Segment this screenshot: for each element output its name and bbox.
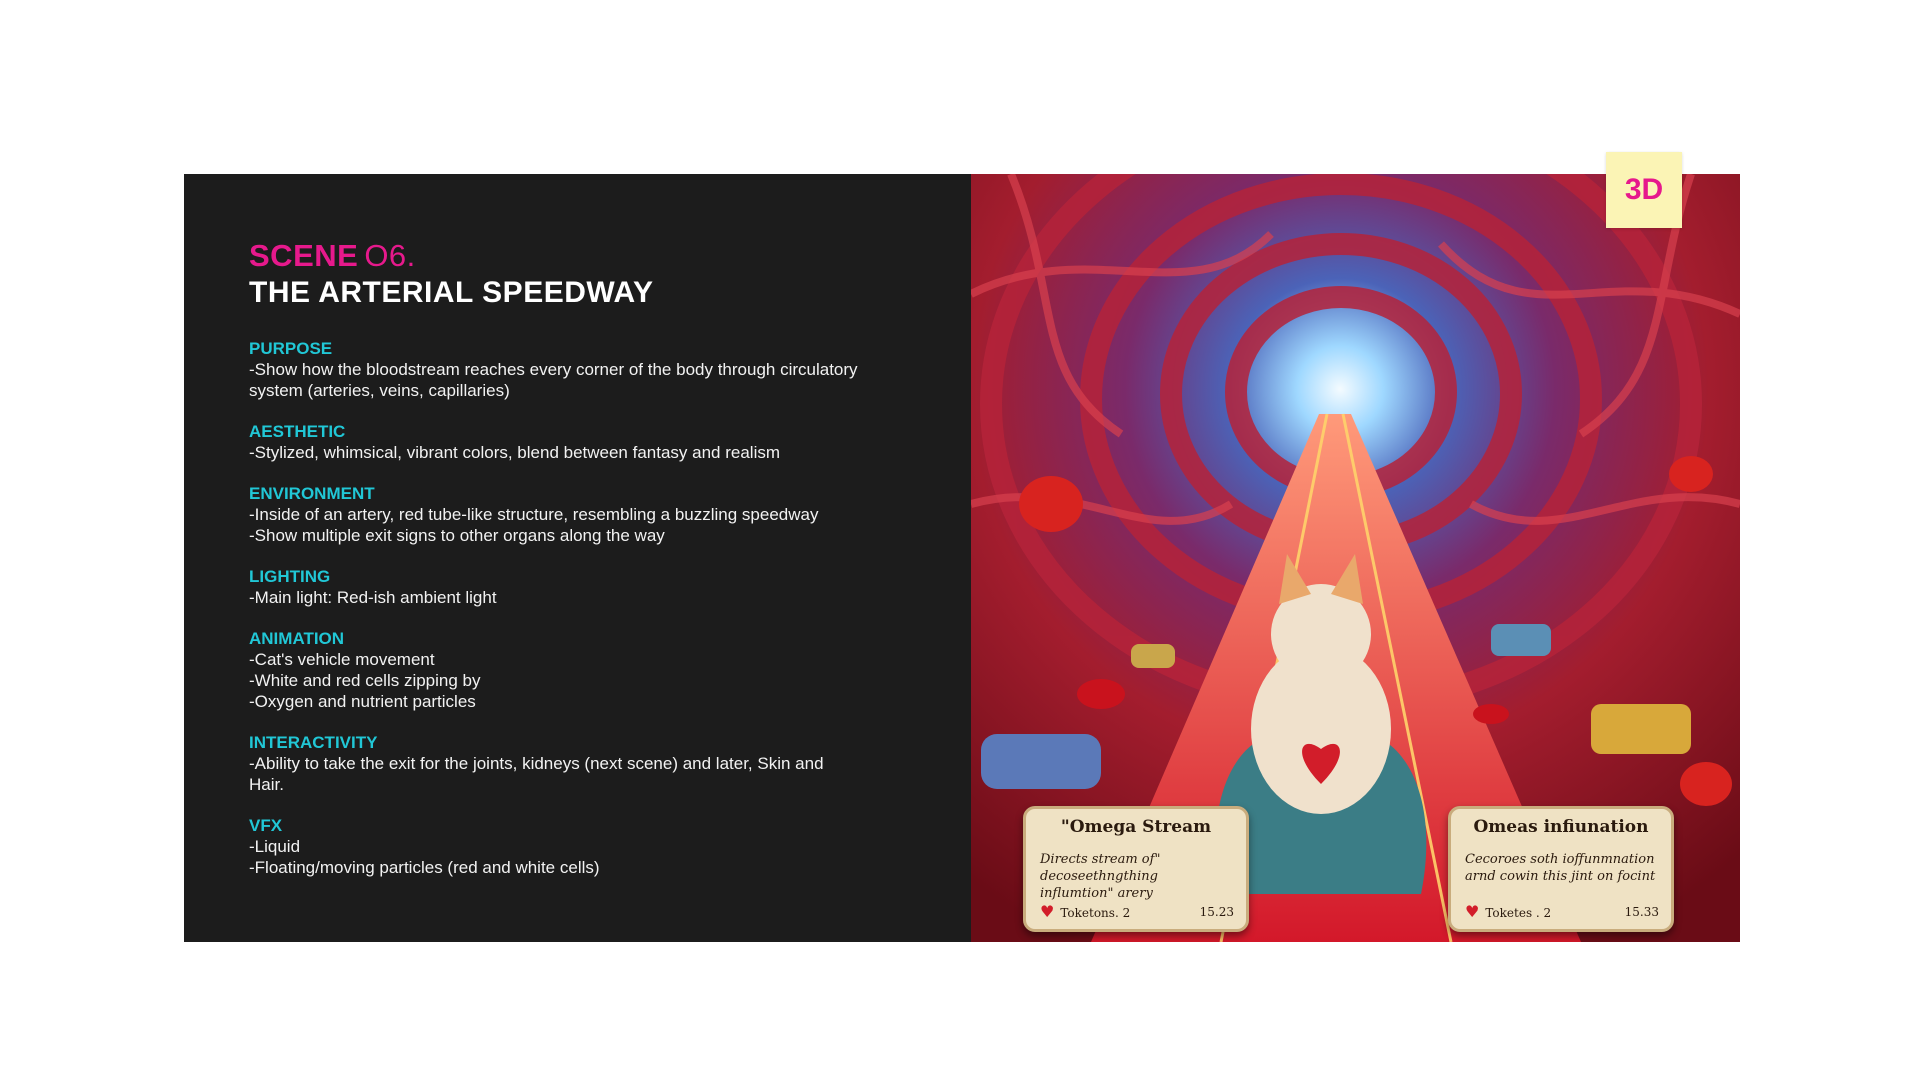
heart-icon: ♥ [1465, 902, 1480, 921]
section-line: -Stylized, whimsical, vibrant colors, blend between fantasy and realism [249, 443, 781, 462]
scene-title: THE ARTERIAL SPEEDWAY [249, 276, 654, 309]
sign-right-time: 15.33 [1624, 904, 1659, 919]
scene-word: SCENE [249, 238, 359, 273]
section-vfx [249, 815, 971, 878]
section-heading: LIGHTING [249, 567, 331, 586]
section-heading: ANIMATION [249, 629, 345, 648]
sign-left-body: Directs stream of" decoseethngthing influmtion" arery [1040, 852, 1161, 901]
3d-badge: 3D [1606, 152, 1682, 228]
section-lighting [249, 566, 971, 608]
section-heading: INTERACTIVITY [249, 733, 378, 752]
sign-right-body: Cecoroes soth ioffunmnation arnd cowin this jint on focint [1465, 852, 1656, 884]
section-purpose [249, 338, 971, 401]
section-line: -Show multiple exit signs to other organs along the way [249, 526, 665, 545]
section-line: -White and red cells zipping by [249, 671, 481, 690]
sections-list [249, 338, 971, 878]
sign-right-tokens [1465, 902, 1551, 921]
sign-right-footer [1465, 902, 1659, 921]
section-environment [249, 483, 971, 546]
section-heading: VFX [249, 816, 283, 835]
section-interactivity [249, 732, 971, 795]
sign-left-footer [1040, 902, 1234, 921]
section-line: -Show how the bloodstream reaches every corner of the body through circulatory system (arteries, veins, capillaries) [249, 360, 858, 400]
sign-right-title: Omeas infiunation [1473, 817, 1649, 837]
sign-left-time: 15.23 [1199, 904, 1234, 919]
scene-number: O6. [364, 238, 416, 273]
exit-sign-omega-stream [1023, 806, 1249, 932]
section-line: -Ability to take the exit for the joints, kidneys (next scene) and later, Skin and Hair. [249, 754, 824, 794]
sign-right-tokens-label: Toketes . 2 [1485, 906, 1552, 920]
section-animation [249, 628, 971, 712]
section-heading: AESTHETIC [249, 422, 346, 441]
artwork-panel [971, 174, 1740, 942]
scene-description-panel [184, 174, 971, 942]
section-line: -Oxygen and nutrient particles [249, 692, 476, 711]
sign-left-tokens [1040, 902, 1130, 921]
exit-sign-omeas-infiunation [1448, 806, 1674, 932]
section-heading: PURPOSE [249, 339, 333, 358]
scene-label [249, 238, 971, 274]
section-heading: ENVIRONMENT [249, 484, 375, 503]
heart-icon: ♥ [1040, 902, 1055, 921]
section-aesthetic [249, 421, 971, 463]
section-line: -Inside of an artery, red tube-like structure, resembling a buzzling speedway [249, 505, 819, 524]
section-line: -Liquid [249, 837, 301, 856]
sign-left-title: "Omega Stream [1060, 817, 1212, 837]
sign-left-tokens-label: Toketons. 2 [1060, 906, 1131, 920]
section-line: -Main light: Red-ish ambient light [249, 588, 497, 607]
slide [184, 174, 1740, 942]
section-line: -Cat's vehicle movement [249, 650, 435, 669]
section-line: -Floating/moving particles (red and white cells) [249, 858, 600, 877]
